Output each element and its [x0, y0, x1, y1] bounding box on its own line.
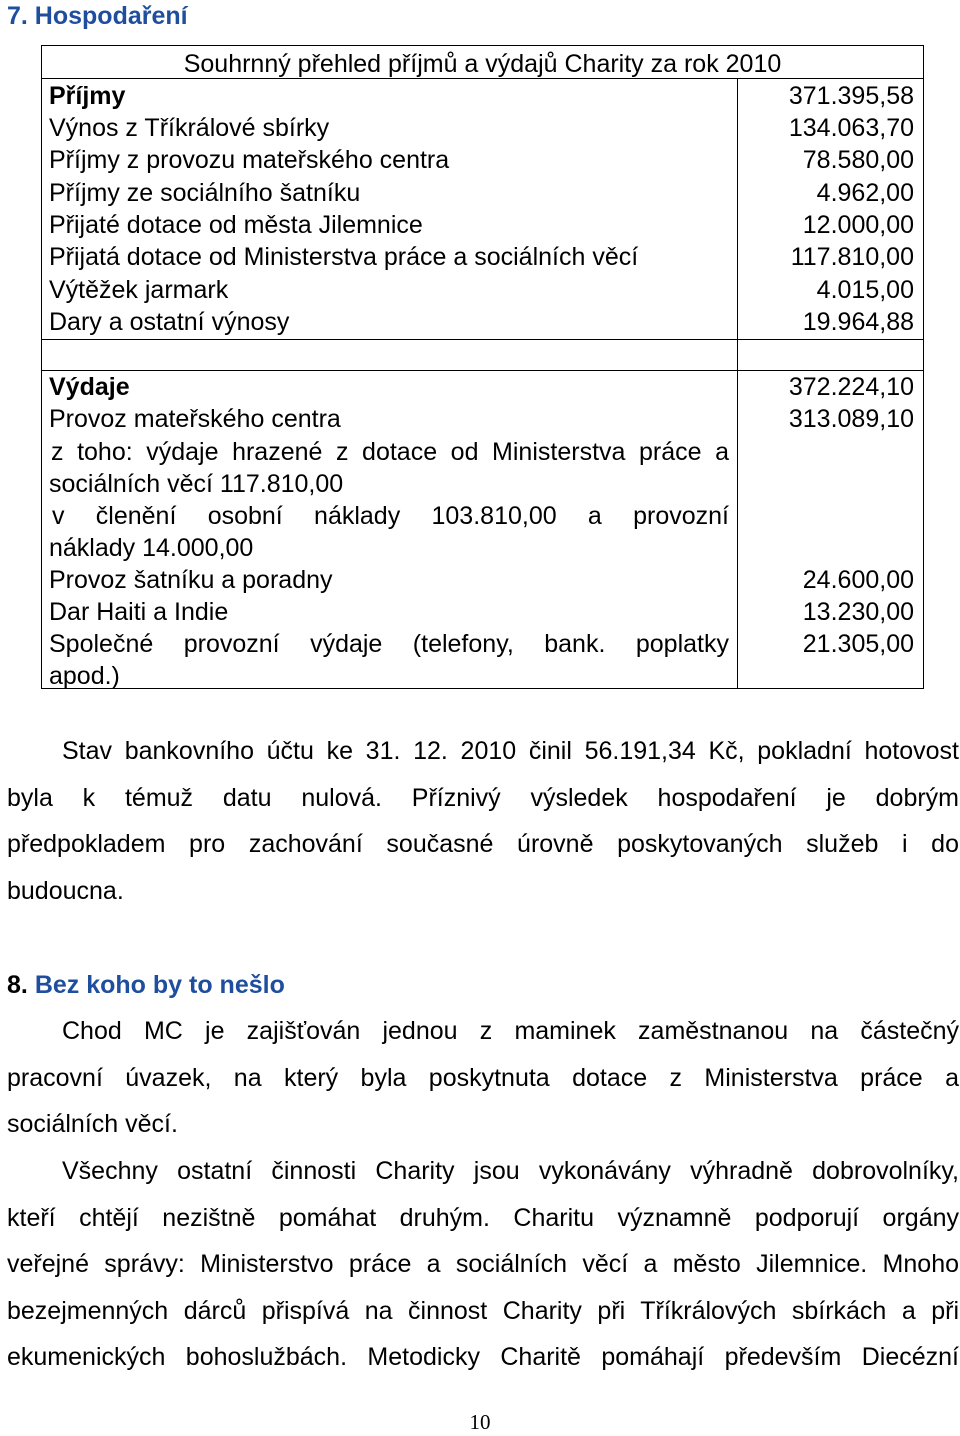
section-number: 8.: [7, 971, 28, 999]
divider: [737, 339, 738, 370]
paragraph-line: pracovní úvazek, na který byla poskytnuta dotace z Ministerstva práce a: [7, 1063, 959, 1092]
note-breakdown: [49, 500, 729, 564]
note-line: Společné provozní výdaje (telefony, bank. poplatky: [49, 630, 729, 658]
bank-paragraph: [7, 728, 959, 914]
table-row: [42, 177, 923, 209]
paragraph-line: bezejmenných dárců přispívá na činnost Charity při Tříkrálových sbírkách a při: [7, 1296, 959, 1325]
expense-header-row: [42, 371, 923, 403]
income-header-value: 371.395,58: [788, 82, 914, 110]
expense-header-value: 372.224,10: [788, 373, 914, 401]
table-row: [42, 144, 923, 176]
paragraph-line: kteří chtějí nezištně pomáhat druhým. Charitu významně podporují orgány: [7, 1203, 959, 1232]
row-value: 78.580,00: [802, 146, 914, 174]
row-value: 19.964,88: [802, 308, 914, 336]
row-value: 4.962,00: [816, 179, 914, 207]
row-label: Příjmy ze sociálního šatníku: [49, 179, 361, 207]
page-number: 10: [469, 1410, 491, 1434]
row-label: Příjmy z provozu mateřského centra: [49, 146, 450, 174]
row-label: Přijaté dotace od města Jilemnice: [49, 211, 423, 239]
divider: [42, 78, 923, 79]
section-heading-7: 7. Hospodaření: [7, 2, 188, 30]
paragraph-line: budoucna.: [7, 876, 124, 905]
table-caption: Souhrnný přehled příjmů a výdajů Charity za rok 2010: [183, 50, 782, 78]
row-label: Provoz mateřského centra: [49, 405, 341, 433]
table-row: [42, 306, 923, 338]
common-expenses-label: [49, 628, 729, 692]
paragraph-line: předpokladem pro zachování současné úrovně poskytovaných služeb i do: [7, 830, 959, 858]
row-value: 24.600,00: [802, 566, 914, 594]
note-subsidy: [49, 436, 729, 500]
paragraph-line: Stav bankovního účtu ke 31. 12. 2010 činil 56.191,34 Kč, pokladní hotovost: [62, 737, 959, 765]
row-value: 12.000,00: [802, 211, 914, 239]
row-label: Provoz šatníku a poradny: [49, 566, 333, 594]
row-value: 117.810,00: [790, 243, 914, 271]
table-row: [42, 209, 923, 241]
note-line: v členění osobní náklady 103.810,00 a provozní: [52, 502, 729, 530]
row-label: Výtěžek jarmark: [49, 276, 229, 304]
paragraph-line: ekumenických bohoslužbách. Metodicky Charitě pomáhají především Diecézní: [7, 1343, 959, 1371]
staff-paragraph: [7, 1008, 959, 1148]
note-line: apod.): [49, 662, 120, 690]
table-row: [42, 403, 923, 435]
note-line: z toho: výdaje hrazené z dotace od Ministerstva práce a: [51, 438, 729, 466]
table-row: [42, 564, 923, 596]
paragraph-line: Chod MC je zajišťován jednou z maminek zaměstnanou na částečný: [62, 1017, 959, 1045]
common-expenses-value: 21.305,00: [802, 630, 914, 658]
row-value: 134.063,70: [788, 114, 914, 142]
expense-header-label: Výdaje: [49, 373, 130, 401]
table-row: [42, 596, 923, 628]
finance-table: [41, 45, 924, 689]
table-row: [42, 241, 923, 273]
income-header-label: Příjmy: [49, 82, 126, 110]
section-heading-8: [7, 968, 285, 1002]
row-value: 4.015,00: [816, 276, 914, 304]
income-header-row: [42, 80, 923, 112]
row-value: 313.089,10: [788, 405, 914, 433]
row-value: 13.230,00: [802, 598, 914, 626]
volunteers-paragraph: [7, 1148, 959, 1381]
note-line: sociálních věcí 117.810,00: [49, 470, 344, 498]
table-row: [42, 112, 923, 144]
row-label: Dar Haiti a Indie: [49, 598, 229, 626]
paragraph-line: Všechny ostatní činnosti Charity jsou vykonávány výhradně dobrovolníky,: [62, 1157, 959, 1185]
paragraph-line: byla k témuž datu nulová. Příznivý výsledek hospodaření je dobrým: [7, 783, 959, 812]
row-label: Dary a ostatní výnosy: [49, 308, 290, 336]
section-title: Bez koho by to nešlo: [34, 971, 285, 999]
paragraph-line: sociálních věcí.: [7, 1110, 178, 1138]
note-line: náklady 14.000,00: [49, 534, 254, 562]
paragraph-line: veřejné správy: Ministerstvo práce a sociálních věcí a město Jilemnice. Mnoho: [7, 1250, 959, 1278]
row-label: Výnos z Tříkrálové sbírky: [49, 114, 330, 142]
table-row: [42, 274, 923, 306]
divider: [42, 339, 923, 340]
row-label: Přijatá dotace od Ministerstva práce a sociálních věcí: [49, 243, 639, 271]
